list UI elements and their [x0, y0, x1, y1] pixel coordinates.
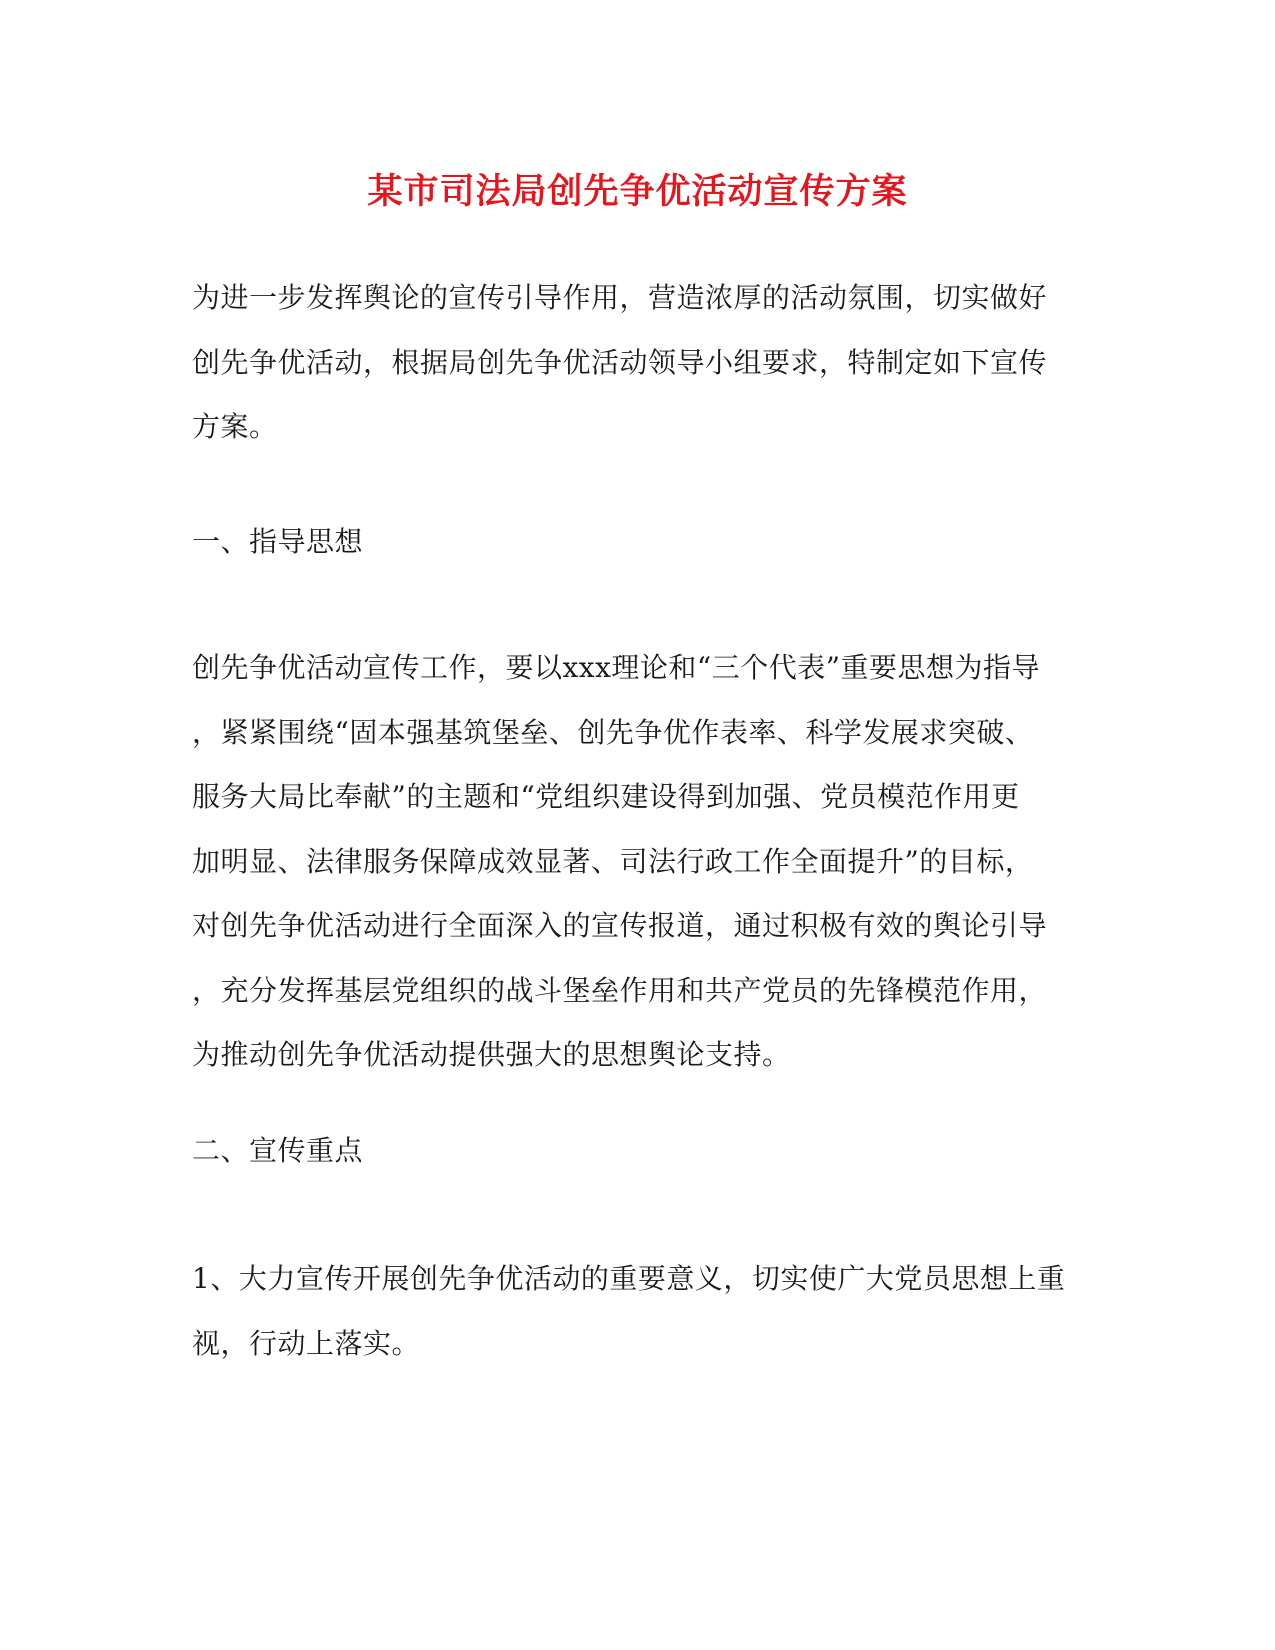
section2-heading: 二、宣传重点: [192, 1134, 364, 1167]
section1-heading: 一、指导思想: [192, 525, 364, 558]
section1-line: 为推动创先争优活动提供强大的思想舆论支持。: [192, 1038, 791, 1071]
section1-line: ，充分发挥基层党组织的战斗堡垒作用和共产党员的先锋模范作用，: [192, 973, 1048, 1007]
intro-line: 方案。: [192, 410, 278, 443]
intro-line: 创先争优活动，根据局创先争优活动领导小组要求，特制定如下宣传: [192, 345, 1048, 379]
item1-line: 1、大力宣传开展创先争优活动的重要意义，切实使广大党员思想上重: [192, 1262, 1066, 1295]
item1-paragraph: [192, 1247, 1097, 1376]
section1-paragraph: [192, 636, 1097, 1088]
document-title: 某市司法局创先争优活动宣传方案: [367, 171, 908, 212]
section1-line: 对创先争优活动进行全面深入的宣传报道，通过积极有效的舆论引导: [192, 909, 1048, 942]
section1-line: 加明显、法律服务保障成效显著、司法行政工作全面提升”的目标，: [192, 844, 1034, 878]
section1-line: 服务大局比奉献”的主题和“党组织建设得到加强、党员模范作用更: [192, 780, 1020, 813]
item1-line: 视，行动上落实。: [192, 1326, 421, 1360]
section1-line: 创先争优活动宣传工作，要以xxx理论和“三个代表”重要思想为指导: [192, 651, 1041, 684]
section1-line: ，紧紧围绕“固本强基筑堡垒、创先争优作表率、科学发展求突破、: [192, 715, 1034, 749]
intro-paragraph: [192, 266, 1097, 460]
intro-line: 为进一步发挥舆论的宣传引导作用，营造浓厚的活动氛围，切实做好: [192, 281, 1048, 314]
